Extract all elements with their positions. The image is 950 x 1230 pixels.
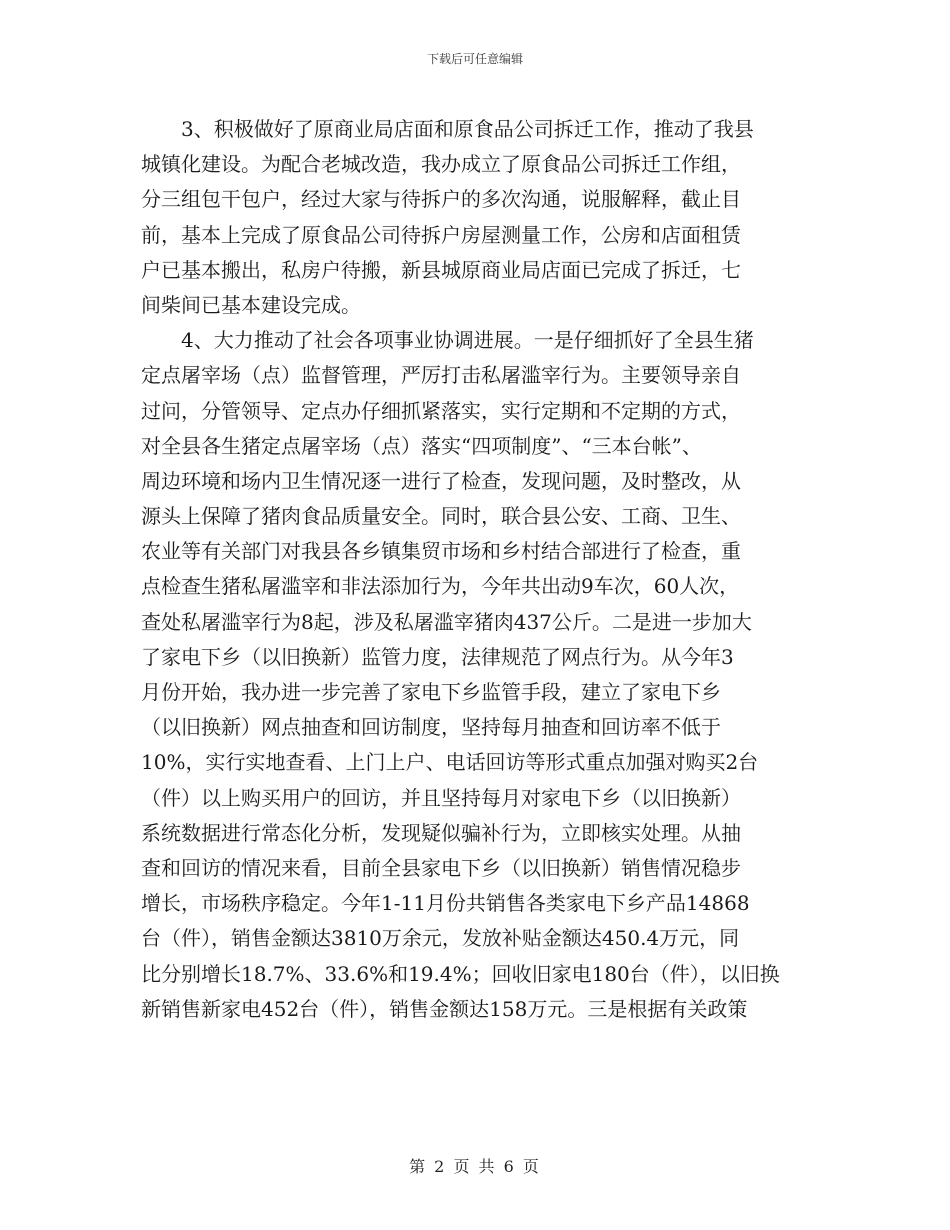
body-line: （件）以上购买用户的回访，并且坚持每月对家电下乡（以旧换新） [141, 785, 741, 810]
body-line: 了家电下乡（以旧换新）监管力度，法律规范了网点行为。从今年3 [141, 644, 734, 669]
page-footer: 第 2 页 共 6 页 [409, 1157, 541, 1176]
body-line: 点检查生猪私屠滥宰和非法添加行为，今年共出动9车次，60人次， [141, 574, 740, 599]
page-header: 下载后可任意编辑 [426, 52, 523, 66]
body-line: 增长，市场秩序稳定。今年1-11月份共销售各类家电下乡产品14868 [141, 891, 750, 916]
body-line: 查处私屠滥宰行为8起，涉及私屠滥宰猪肉437公斤。二是进一步加大 [141, 609, 752, 634]
body-line: 新销售新家电452台（件），销售金额达158万元。三是根据有关政策 [141, 996, 748, 1021]
body-line: 3、积极做好了原商业局店面和原食品公司拆迁工作，推动了我县 [141, 117, 754, 141]
body-line: 查和回访的情况来看，目前全县家电下乡（以旧换新）销售情况稳步 [141, 855, 741, 880]
document-body [141, 112, 816, 1027]
body-line: 月份开始，我办进一步完善了家电下乡监管手段，建立了家电下乡 [141, 680, 721, 704]
body-line: 台（件），销售金额达3810万余元，发放补贴金额达450.4万元，同 [141, 926, 740, 951]
body-line: 源头上保障了猪肉食品质量安全。同时，联合县公安、工商、卫生、 [141, 504, 741, 529]
body-line: （以旧换新）网点抽查和回访制度，坚持每月抽查和回访率不低于 [141, 715, 721, 740]
body-line: 户已基本搬出，私房户待搬，新县城原商业局店面已完成了拆迁，七 [141, 257, 741, 282]
body-line: 系统数据进行常态化分析，发现疑似骗补行为，立即核实处理。从抽 [141, 820, 741, 845]
body-line: 周边环境和场内卫生情况逐一进行了检查，发现问题，及时整改，从 [141, 468, 741, 493]
body-line: 分三组包干包户，经过大家与待拆户的多次沟通，说服解释，截止目 [141, 187, 741, 212]
body-line: 定点屠宰场（点）监督管理，严厉打击私屠滥宰行为。主要领导亲自 [141, 363, 741, 388]
body-line: 农业等有关部门对我县各乡镇集贸市场和乡村结合部进行了检查，重 [141, 539, 741, 564]
body-line: 前，基本上完成了原食品公司待拆户房屋测量工作，公房和店面租赁 [141, 222, 741, 247]
body-line: 城镇化建设。为配合老城改造，我办成立了原食品公司拆迁工作组， [141, 152, 741, 177]
body-line: 对全县各生猪定点屠宰场（点）落实“四项制度”、“三本台帐”、 [141, 433, 702, 458]
body-line: 过问，分管领导、定点办仔细抓紧落实，实行定期和不定期的方式， [141, 398, 741, 423]
body-line: 4、大力推动了社会各项事业协调进展。一是仔细抓好了全县生猪 [141, 328, 754, 353]
body-line: 比分别增长18.7%、33.6%和19.4%；回收旧家电180台（件），以旧换 [141, 961, 780, 986]
body-line: 10%，实行实地查看、上门上户、电话回访等形式重点加强对购买2台 [141, 750, 759, 775]
body-line: 间柴间已基本建设完成。 [141, 292, 361, 317]
